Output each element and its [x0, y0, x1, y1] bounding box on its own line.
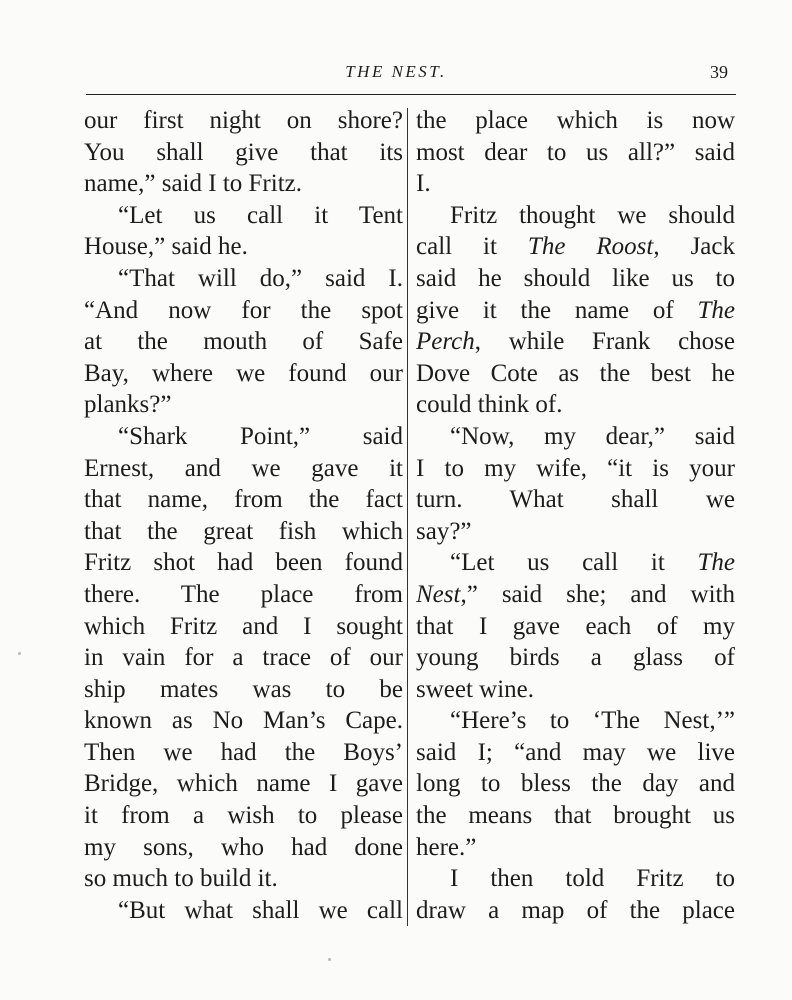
header-rule: [86, 94, 736, 95]
text-line: You shall give that its: [84, 138, 403, 166]
text-line: ship mates was to be: [84, 675, 403, 703]
text-line: “Here’s to ‘The Nest,’”: [450, 707, 735, 735]
text-line: Bridge, which name I gave: [84, 770, 403, 798]
text-line: say?”: [416, 517, 472, 545]
text-line: Nest,” said she; and with: [416, 580, 735, 608]
text-line: said he should like us to: [416, 264, 735, 292]
text-line: call it The Roost, Jack: [416, 233, 735, 261]
text-line: I then told Fritz to: [450, 865, 735, 893]
text-line: “Shark Point,” said: [118, 422, 403, 450]
text-line: so much to build it.: [84, 865, 278, 893]
text-line: said I; “and may we live: [416, 738, 735, 766]
text-line: planks?”: [84, 391, 172, 419]
text-line: most dear to us all?” said: [416, 138, 735, 166]
text-line: “But what shall we call: [118, 896, 403, 924]
text-line: that I gave each of my: [416, 612, 735, 640]
text-line: Perch, while Frank chose: [416, 328, 735, 356]
text-line: “Let us call it Tent: [118, 201, 403, 229]
text-line: in vain for a trace of our: [84, 644, 403, 672]
text-line: the place which is now: [416, 107, 735, 134]
text-line: long to bless the day and: [416, 770, 735, 798]
page-number: 39: [710, 62, 728, 82]
text-line: “Let us call it The: [450, 549, 735, 577]
text-line: “And now for the spot: [84, 296, 403, 324]
text-line: “Now, my dear,” said: [450, 422, 735, 450]
text-line: turn. What shall we: [416, 486, 735, 514]
column-divider: [407, 108, 408, 926]
text-line: that name, from the fact: [84, 486, 403, 514]
text-line: Bay, where we found our: [84, 359, 403, 387]
paper-speck: [18, 652, 21, 655]
text-line: give it the name of The: [416, 296, 735, 324]
text-line: “That will do,” said I.: [118, 264, 403, 292]
text-line: Ernest, and we gave it: [84, 454, 403, 482]
running-header-title: THE NEST.: [345, 62, 447, 81]
text-line: the means that brought us: [416, 802, 735, 830]
text-line: that the great fish which: [84, 517, 403, 545]
paper-speck: [328, 958, 331, 961]
text-line: Then we had the Boys’: [84, 738, 403, 766]
text-line: it from a wish to please: [84, 802, 403, 830]
text-line: Fritz thought we should: [450, 201, 735, 229]
text-line: there. The place from: [84, 580, 403, 608]
text-line: I.: [416, 170, 431, 198]
text-line: known as No Man’s Cape.: [84, 707, 403, 735]
text-line: name,” said I to Fritz.: [84, 170, 302, 198]
text-line: young birds a glass of: [416, 644, 735, 672]
text-line: our first night on shore?: [84, 107, 403, 134]
text-line: could think of.: [416, 391, 563, 419]
right-text-column: [416, 105, 735, 926]
text-line: Fritz shot had been found: [84, 549, 403, 577]
text-line: at the mouth of Safe: [84, 328, 403, 356]
text-line: draw a map of the place: [416, 896, 735, 924]
left-text-column: [84, 105, 403, 926]
text-line: here.”: [416, 833, 477, 861]
text-line: my sons, who had done: [84, 833, 403, 861]
text-line: House,” said he.: [84, 233, 248, 261]
text-line: Dove Cote as the best he: [416, 359, 735, 387]
text-line: I to my wife, “it is your: [416, 454, 735, 482]
text-line: which Fritz and I sought: [84, 612, 403, 640]
text-line: sweet wine.: [416, 675, 535, 703]
